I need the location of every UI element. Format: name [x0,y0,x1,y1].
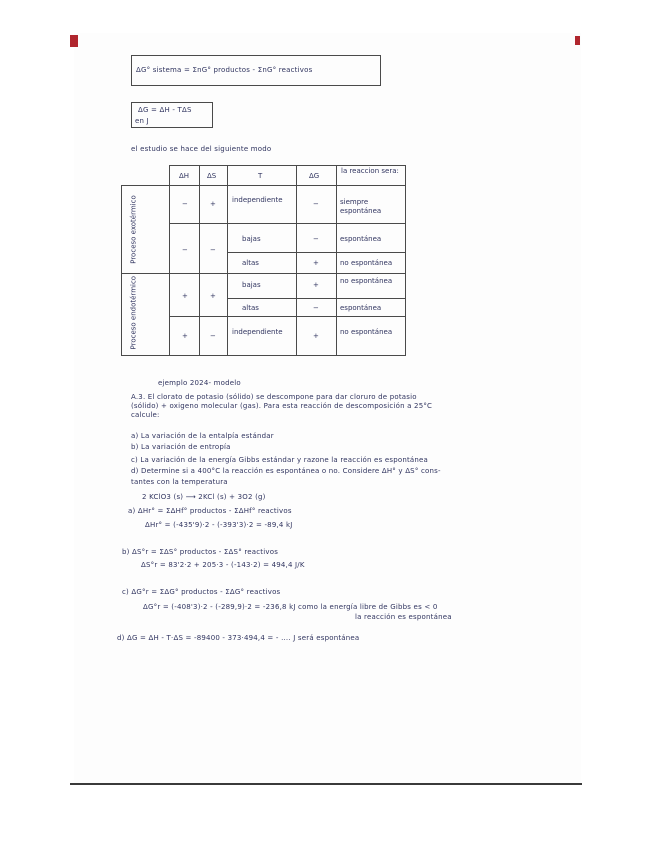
answer-b-line-1: b) ΔS°r = ΣΔS° productos - ΣΔS° reactivos [122,548,279,556]
group-endothermic-label: Proceso endotérmico [129,275,138,350]
gibbs-relation-text: ΔG = ΔH - TΔS [138,106,192,114]
row1-t: independiente [232,196,283,204]
row6-result: no espontánea [340,328,393,336]
binder-mark-right [575,36,580,45]
page-bottom-edge [70,783,582,785]
header-dh: ΔH [179,172,190,180]
row4-ds: + [210,292,216,300]
answer-b-line-2: ΔS°r = 83'2·2 + 205·3 - (-143·2) = 494,4 J/K [141,561,305,569]
row2-result: espontánea [340,235,382,243]
group-exothermic-label: Proceso exotérmico [129,195,138,264]
row3-result: no espontánea [340,259,393,267]
row6-dg: + [313,332,319,340]
question-c: c) La variación de la energía Gibbs estándar y razone la reacción es espontánea [131,456,429,464]
row3-dg: + [313,259,319,267]
row4-dh: + [182,292,188,300]
row5-result: espontánea [340,304,382,312]
row2-dh: − [182,246,188,254]
answer-c-line-2: ΔG°r = (-408'3)·2 - (-289,9)·2 = -236,8 kJ como la energía libre de Gibbs es < 0 [143,603,438,611]
row2-dg: − [313,235,319,243]
statement-line-1: A.3. El clorato de potasio (sólido) se descompone para dar cloruro de potasio [131,393,417,401]
header-result: la reaccion sera: [341,167,399,175]
example-title: ejemplo 2024- modelo [158,379,241,387]
row1-dg: − [313,200,319,208]
row5-dg: − [313,304,319,312]
binder-mark-left [70,35,78,47]
row4-result: no espontánea [340,277,393,285]
row6-ds: − [210,332,216,340]
question-b: b) La variación de entropía [131,443,231,451]
header-ds: ΔS [207,172,217,180]
statement-line-3: calcule: [131,411,160,419]
row2-ds: − [210,246,216,254]
gibbs-units-text: en J [135,117,149,125]
row3-t: altas [242,259,259,267]
row1-result: siempre espontánea [340,198,382,215]
row5-t: altas [242,304,259,312]
answer-a-line-1: a) ΔHr° = ΣΔHf° productos - ΣΔHf° reactivos [128,507,292,515]
question-d-line-2: tantes con la temperatura [131,478,228,486]
gibbs-formula-text: ΔG° sistema = ΣnG° productos - ΣnG° reactivos [136,66,313,74]
answer-d-line-1: d) ΔG = ΔH - T·ΔS = -89400 - 373·494,4 = - .... J será espontánea [117,634,360,642]
spontaneity-table [121,165,406,356]
intro-text: el estudio se hace del siguiente modo [131,145,272,153]
row6-t: independiente [232,328,283,336]
statement-line-2: (sólido) + oxigeno molecular (gas). Para esta reacción de descomposición a 25°C [131,402,433,410]
reaction-equation: 2 KClO3 (s) ⟶ 2KCl (s) + 3O2 (g) [142,493,266,501]
row2-t: bajas [242,235,261,243]
answer-c-line-1: c) ΔG°r = ΣΔG° productos - ΣΔG° reactivos [122,588,281,596]
question-d-line-1: d) Determine si a 400°C la reacción es espontánea o no. Considere ΔH° y ΔS° cons- [131,467,441,475]
header-dg: ΔG [309,172,320,180]
row1-ds: + [210,200,216,208]
answer-a-line-2: ΔHr° = (-435'9)·2 - (-393'3)·2 = -89,4 kJ [145,521,293,529]
row1-dh: − [182,200,188,208]
row4-t: bajas [242,281,261,289]
row4-dg: + [313,281,319,289]
answer-c-line-3: la reacción es espontánea [355,613,452,621]
header-t: T [258,172,263,180]
question-a: a) La variación de la entalpía estándar [131,432,274,440]
row6-dh: + [182,332,188,340]
